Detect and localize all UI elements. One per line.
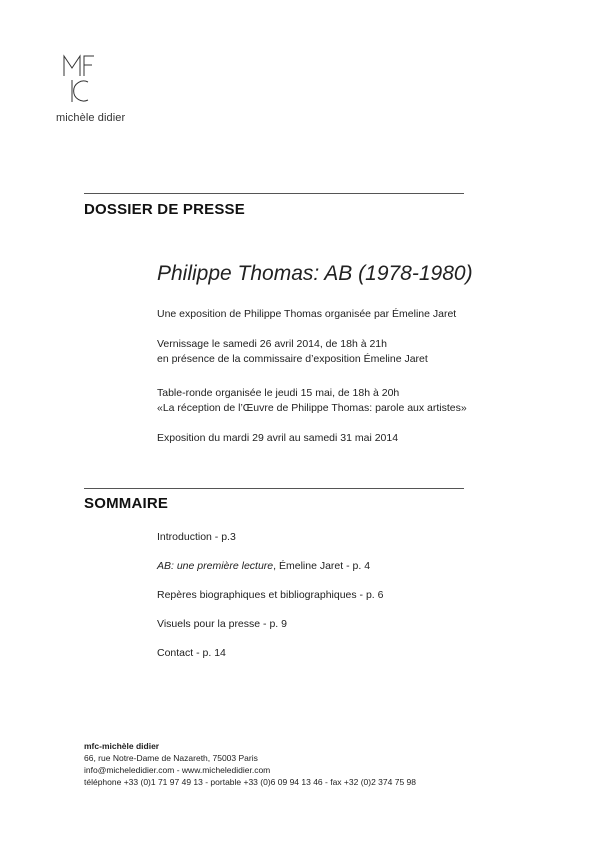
vernissage-line-2: en présence de la commissaire d’exposition Émeline Jaret [157,353,428,365]
toc-item-italic-title: AB: une première lecture [157,560,274,572]
mfc-logo [56,54,126,124]
table-ronde-line-1: Table-ronde organisée le jeudi 15 mai, de 18h à 20h [157,387,400,399]
divider-dossier [84,193,464,194]
toc-item-label: Repères biographiques et bibliographiques - p. 6 [157,589,384,601]
toc-item-contact[interactable] [157,647,226,659]
logo-name: michèle didier [56,112,126,124]
toc-item-label: , Émeline Jaret - p. 4 [273,560,371,572]
footer-web[interactable]: info@micheledidier.com - www.micheledidier.com [84,765,271,775]
toc-item-label: Visuels pour la presse - p. 9 [157,618,287,630]
sommaire-heading: SOMMAIRE [84,495,169,512]
dossier-heading: DOSSIER DE PRESSE [84,201,245,218]
table-ronde-line-2: «La réception de l’Œuvre de Philippe Thomas: parole aux artistes» [157,402,467,414]
toc-item-premiere-lecture[interactable] [157,560,370,572]
footer-address: 66, rue Notre-Dame de Nazareth, 75003 Paris [84,753,258,763]
toc-item-visuels[interactable] [157,618,287,630]
toc-item-label: Contact - p. 14 [157,647,226,659]
footer-contact [84,740,416,788]
divider-sommaire [84,488,464,489]
intro-text: Une exposition de Philippe Thomas organisée par Émeline Jaret [157,308,457,320]
mfc-monogram-icon [62,54,102,104]
toc-item-reperes[interactable] [157,589,383,601]
exhibition-dates: Exposition du mardi 29 avril au samedi 31 mai 2014 [157,432,399,444]
footer-phone: téléphone +33 (0)1 71 97 49 13 - portable +33 (0)6 09 94 13 46 - fax +32 (0)2 374 75 98 [84,777,416,787]
vernissage-line-1: Vernissage le samedi 26 avril 2014, de 18h à 21h [157,338,387,350]
toc-item-label: Introduction - p.3 [157,531,236,543]
toc-item-introduction[interactable] [157,531,236,543]
exhibition-title: Philippe Thomas: AB (1978-1980) [157,262,473,285]
footer-org: mfc-michèle didier [84,741,160,751]
